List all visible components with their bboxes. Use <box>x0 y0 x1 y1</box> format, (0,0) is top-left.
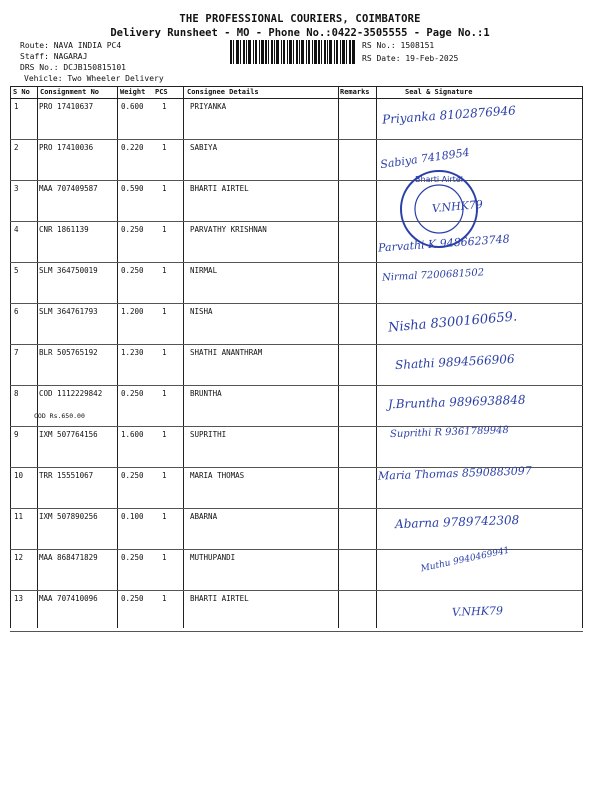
signature-ink: Abarna 9789742308 <box>394 512 520 532</box>
cell-pcs: 1 <box>162 389 167 398</box>
table-row <box>10 139 583 181</box>
cell-sno: 7 <box>14 348 19 357</box>
cell-consignee: MUTHUPANDI <box>190 553 236 562</box>
cell-consignee: SHATHI ANANTHRAM <box>190 348 263 357</box>
cell-consignment: MAA 707410096 <box>39 594 98 603</box>
signature-ink: V.NHK79 <box>451 604 504 619</box>
signature-ink: V.NHK79 <box>431 197 484 216</box>
table-row <box>10 180 583 222</box>
cell-sno: 12 <box>14 553 24 562</box>
drs-number: DRS No.: DCJB150815101 <box>20 63 126 72</box>
rs-date: RS Date: 19-Feb-2025 <box>362 54 459 63</box>
cell-weight: 0.250 <box>121 266 144 275</box>
cell-sno: 8 <box>14 389 19 398</box>
cell-pcs: 1 <box>162 430 167 439</box>
cell-pcs: 1 <box>162 225 167 234</box>
signature-ink: Priyanka 8102876946 <box>381 103 517 127</box>
cell-consignee: PRIYANKA <box>190 102 227 111</box>
cell-pcs: 1 <box>162 348 167 357</box>
signature-ink: Nirmal 7200681502 <box>381 267 485 284</box>
signature-ink: Parvathi K 9486623748 <box>377 232 511 255</box>
signature-ink: Muthu 9940469941 <box>419 545 511 575</box>
cell-consignment: IXM 507764156 <box>39 430 98 439</box>
cell-sno: 5 <box>14 266 19 275</box>
col-sno: S No <box>13 88 30 96</box>
signature-ink: Suprithi R 9361789948 <box>389 424 509 441</box>
runsheet-subtitle: Delivery Runsheet - MO - Phone No.:0422-3505555 - Page No.:1 <box>110 27 490 39</box>
cell-consignment: SLM 364750019 <box>39 266 98 275</box>
col-remarks: Remarks <box>340 88 370 96</box>
signature-ink: Nisha 8300160659. <box>387 309 518 336</box>
stamp-text: Bharti Airtel <box>415 175 463 184</box>
cell-weight: 0.100 <box>121 512 144 521</box>
cell-consignment: IXM 507890256 <box>39 512 98 521</box>
cell-consignee: BHARTI AIRTEL <box>190 594 249 603</box>
cell-weight: 0.220 <box>121 143 144 152</box>
cell-consignee: NISHA <box>190 307 213 316</box>
cell-consignment: SLM 364761793 <box>39 307 98 316</box>
table-row <box>10 262 583 304</box>
barcode-image <box>230 40 355 64</box>
cell-weight: 0.590 <box>121 184 144 193</box>
cell-consignment: BLR 505765192 <box>39 348 98 357</box>
cell-sno: 1 <box>14 102 19 111</box>
cell-consignee: NIRMAL <box>190 266 218 275</box>
col-weight: Weight <box>120 88 146 96</box>
col-pcs: PCS <box>155 88 168 96</box>
vehicle-label: Vehicle: Two Wheeler Delivery <box>24 74 164 83</box>
cod-amount: COD Rs.650.00 <box>34 412 85 420</box>
cell-weight: 1.600 <box>121 430 144 439</box>
cell-weight: 0.250 <box>121 225 144 234</box>
cell-sno: 2 <box>14 143 19 152</box>
cell-pcs: 1 <box>162 307 167 316</box>
cell-pcs: 1 <box>162 471 167 480</box>
cell-consignment: MAA 868471829 <box>39 553 98 562</box>
cell-weight: 0.250 <box>121 553 144 562</box>
signature-ink: Maria Thomas 8590883097 <box>377 464 532 483</box>
cell-consignment: TRR 15551067 <box>39 471 94 480</box>
staff-label: Staff: NAGARAJ <box>20 52 88 61</box>
cell-consignee: BRUNTHA <box>190 389 222 398</box>
cell-sno: 10 <box>14 471 24 480</box>
cell-sno: 13 <box>14 594 24 603</box>
cell-sno: 6 <box>14 307 19 316</box>
cell-weight: 1.230 <box>121 348 144 357</box>
cell-pcs: 1 <box>162 594 167 603</box>
cell-pcs: 1 <box>162 143 167 152</box>
cell-pcs: 1 <box>162 102 167 111</box>
cell-weight: 0.250 <box>121 594 144 603</box>
cell-consignee: MARIA THOMAS <box>190 471 245 480</box>
cell-consignee: ABARNA <box>190 512 218 521</box>
route-label: Route: NAVA INDIA PC4 <box>20 41 122 50</box>
cell-weight: 1.200 <box>121 307 144 316</box>
cell-consignment: CNR 1861139 <box>39 225 89 234</box>
signature-ink: Shathi 9894566906 <box>394 351 515 373</box>
cell-pcs: 1 <box>162 266 167 275</box>
cell-sno: 4 <box>14 225 19 234</box>
cell-consignee: SABIYA <box>190 143 218 152</box>
signature-ink: Sabiya 7418954 <box>379 145 471 172</box>
cell-consignee: PARVATHY KRISHNAN <box>190 225 267 234</box>
cell-weight: 0.600 <box>121 102 144 111</box>
col-consignee: Consignee Details <box>187 88 259 96</box>
cell-pcs: 1 <box>162 512 167 521</box>
cell-consignment: PRO 17410036 <box>39 143 94 152</box>
cell-consignee: SUPRITHI <box>190 430 227 439</box>
cell-weight: 0.250 <box>121 389 144 398</box>
cell-consignment: COD 1112229842 <box>39 389 103 398</box>
cell-consignment: PRO 17410637 <box>39 102 94 111</box>
col-seal: Seal & Signature <box>405 88 473 96</box>
col-consignment: Consignment No <box>40 88 100 96</box>
cell-sno: 11 <box>14 512 24 521</box>
cell-consignee: BHARTI AIRTEL <box>190 184 249 193</box>
cell-weight: 0.250 <box>121 471 144 480</box>
cell-sno: 3 <box>14 184 19 193</box>
cell-pcs: 1 <box>162 184 167 193</box>
signature-ink: J.Bruntha 9896938848 <box>387 392 526 412</box>
cell-sno: 9 <box>14 430 19 439</box>
cell-pcs: 1 <box>162 553 167 562</box>
rs-number: RS No.: 1508151 <box>362 41 435 50</box>
cell-consignment: MAA 707409587 <box>39 184 98 193</box>
company-title: THE PROFESSIONAL COURIERS, COIMBATORE <box>179 13 421 25</box>
